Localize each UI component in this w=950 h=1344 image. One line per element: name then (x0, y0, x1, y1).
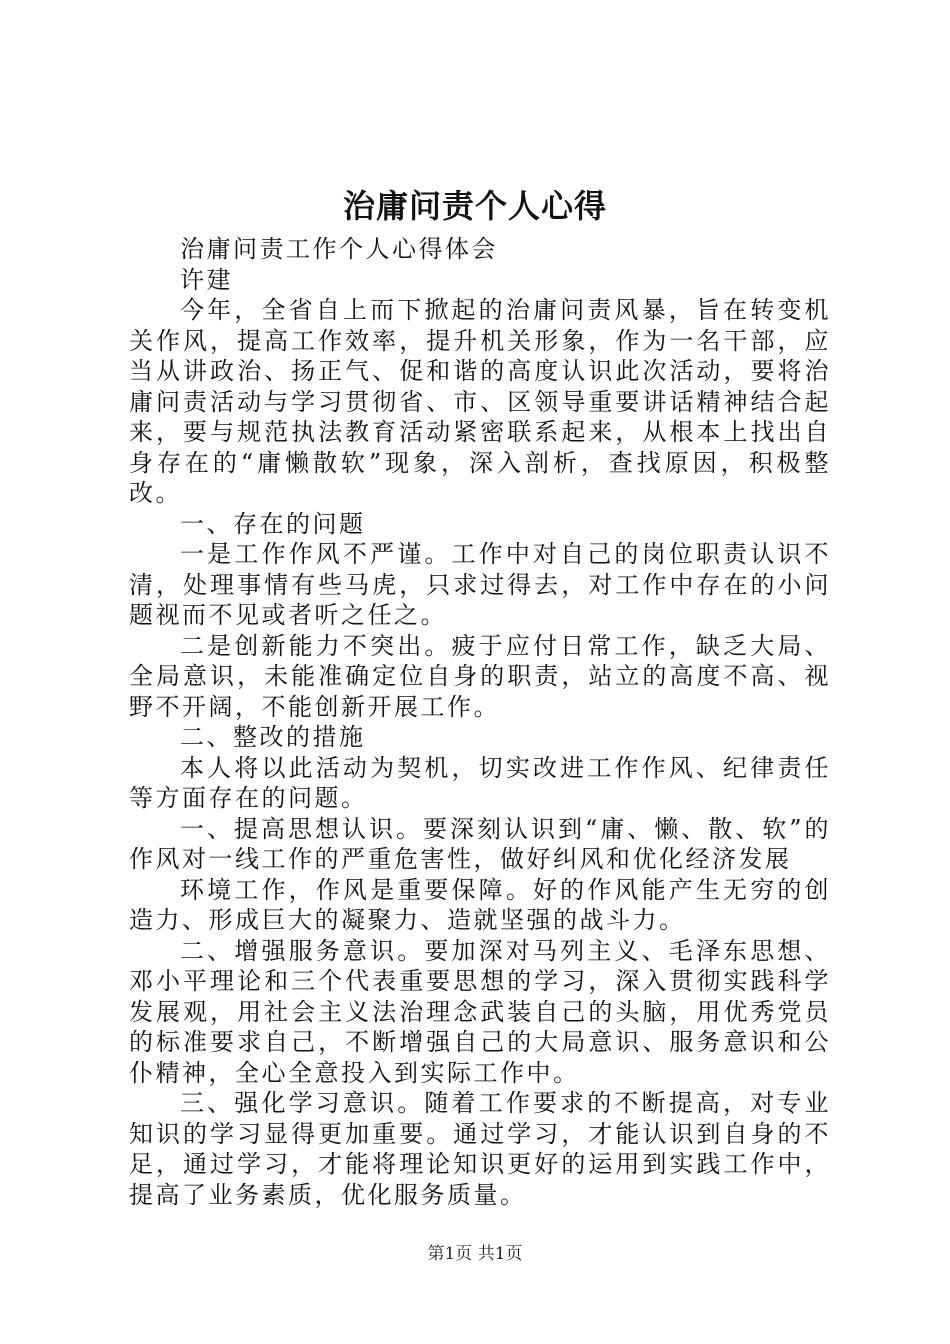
section-heading-problems: 一、存在的问题 (180, 509, 366, 538)
section-heading-measures: 二、整改的措施 (180, 723, 366, 751)
page-number-footer: 第1页 共1页 (427, 1244, 523, 1264)
measures-intro-paragraph: 本人将以此活动为契机，切实改进工作作风、纪律责任等方面存在的问题。 (129, 753, 831, 812)
measure-paragraph-2: 二、增强服务意识。要加深对马列主义、毛泽东思想、邓小平理论和三个代表重要思想的学习，深入贯彻实践科学发展观，用社会主义法治理念武装自己的头脑，用优秀党员的标准要求自己，不断增强自己的大局意识、服务意识和公仆精神，全心全意投入到实际工作中。 (129, 936, 831, 1087)
subtitle-paragraph: 治庸问责工作个人心得体会 (180, 235, 498, 263)
measure-paragraph-3: 三、强化学习意识。随着工作要求的不断提高，对专业知识的学习显得更加重要。通过学习，才能认识到自身的不足，通过学习，才能将理论知识更好的运用到实践工作中，提高了业务素质，优化服务质量。 (129, 1089, 831, 1209)
author-paragraph: 许建 (180, 265, 233, 294)
measure-paragraph-1-continued: 环境工作，作风是重要保障。好的作风能产生无穷的创造力、形成巨大的凝聚力、造就坚强的战斗力。 (129, 875, 831, 934)
problem-paragraph-1: 一是工作作风不严谨。工作中对自己的岗位职责认识不清，处理事情有些马虎，只求过得去，对工作中存在的小问题视而不见或者听之任之。 (129, 540, 831, 629)
problem-paragraph-2: 二是创新能力不突出。疲于应付日常工作，缺乏大局、全局意识，未能准确定位自身的职责，站立的高度不高、视野不开阔，不能创新开展工作。 (129, 631, 831, 721)
measure-paragraph-1: 一、提高思想认识。要深刻认识到“庸、懒、散、软”的作风对一线工作的严重危害性，做好纠风和优化经济发展 (129, 814, 831, 873)
intro-paragraph: 今年，全省自上而下掀起的治庸问责风暴，旨在转变机关作风，提高工作效率，提升机关形象，作为一名干部，应当从讲政治、扬正气、促和谐的高度认识此次活动，要将治庸问责活动与学习贯彻省、市、区领导重要讲话精神结合起来，要与规范执法教育活动紧密联系起来，从根本上找出自身存在的“庸懒散软”现象，深入剖析，查找原因，积极整改。 (129, 296, 831, 507)
document-title: 治庸问责个人心得 (342, 187, 607, 225)
document-body (129, 234, 831, 1210)
